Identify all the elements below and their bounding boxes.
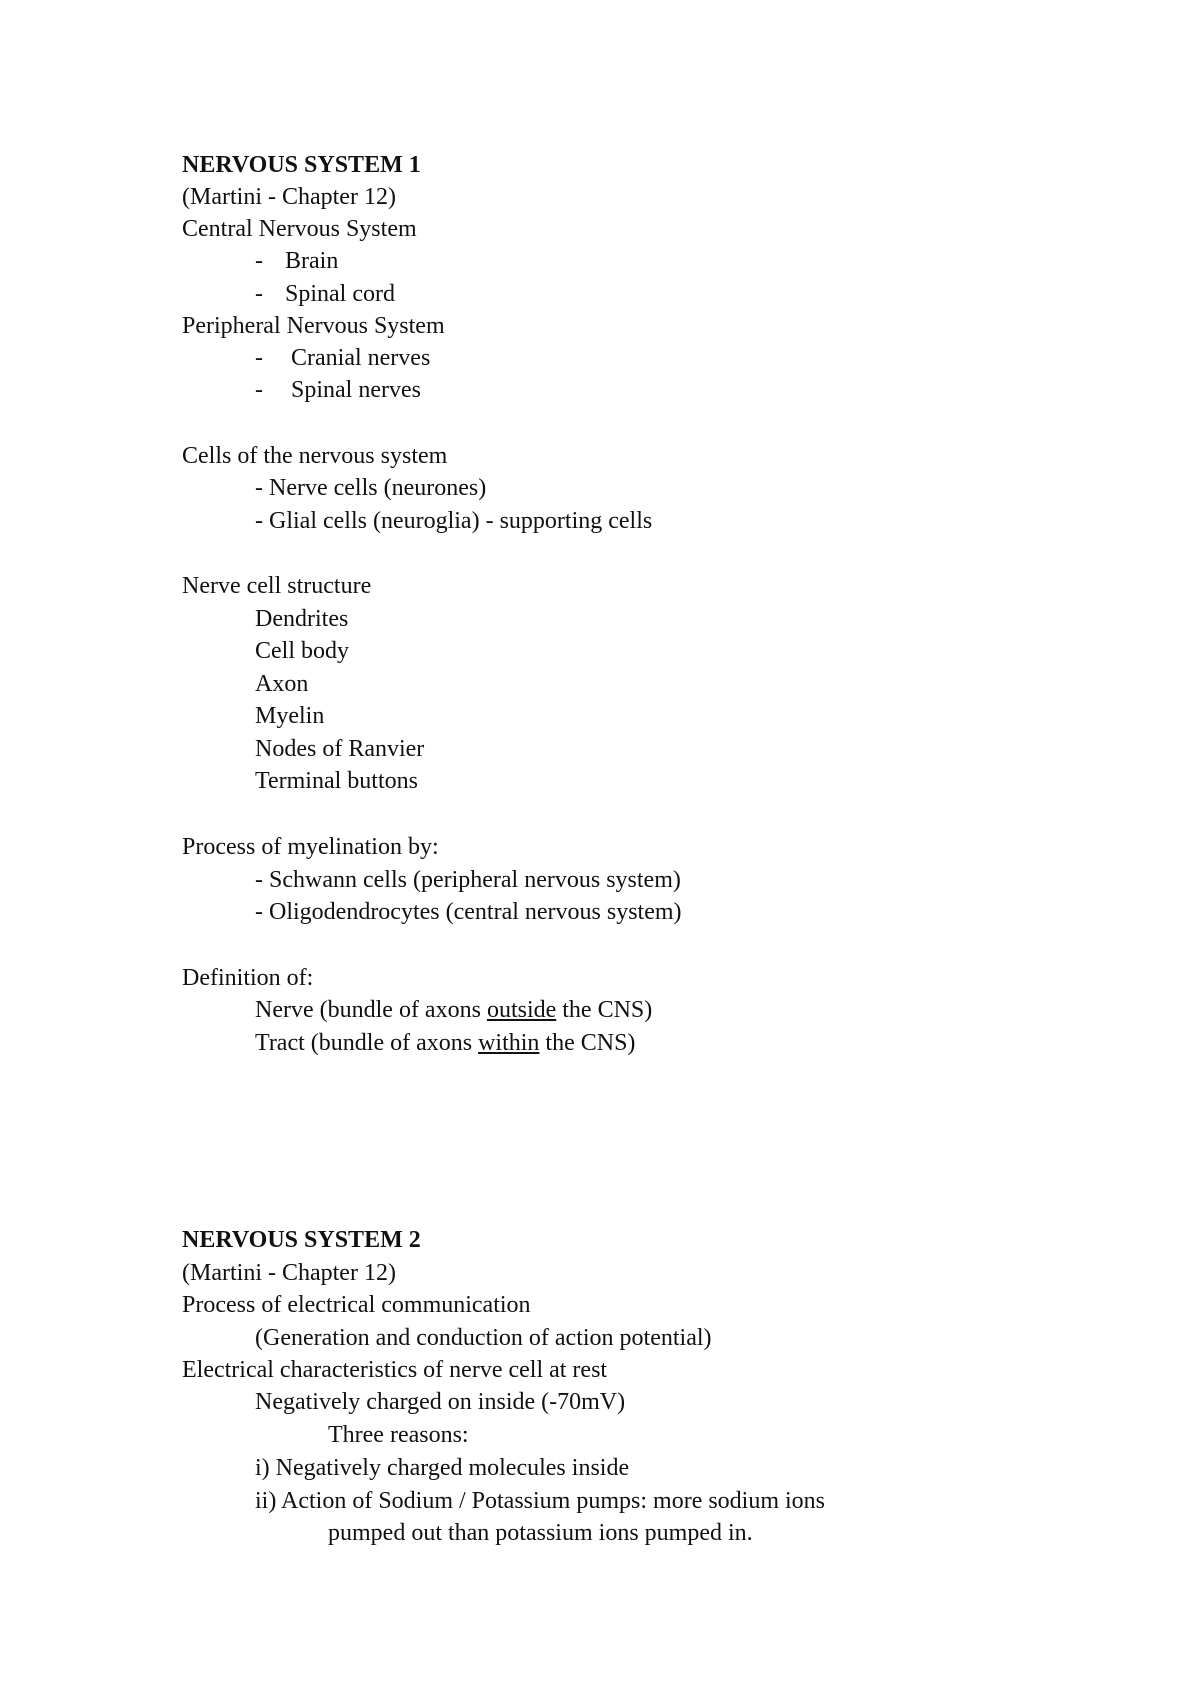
myelination-heading: Process of myelination by: [182,834,439,860]
structure-item-myelin: Myelin [255,703,325,729]
communication-heading: Process of electrical communication [182,1292,531,1318]
communication-sub: (Generation and conduction of action potential) [255,1325,712,1351]
structure-heading: Nerve cell structure [182,573,372,599]
emphasis-within: within [478,1030,540,1056]
section2-title: NERVOUS SYSTEM 2 [182,1227,421,1253]
reason-item-2: ii) Action of Sodium / Potassium pumps: more sodium ions [255,1488,826,1514]
structure-item-axon: Axon [255,671,309,697]
reason-item-2-continued: pumped out than potassium ions pumped in. [328,1520,753,1546]
cns-item-spinal-cord: - Spinal cord [255,281,395,307]
myelination-item-schwann: - Schwann cells (peripheral nervous system) [255,867,681,893]
rest-charge: Negatively charged on inside (-70mV) [255,1389,626,1415]
reason-item-1: i) Negatively charged molecules inside [255,1455,630,1481]
structure-item-dendrites: Dendrites [255,606,349,632]
definition-nerve: Nerve (bundle of axons outside the CNS) [255,997,653,1023]
cns-heading: Central Nervous System [182,216,417,242]
cns-item-brain: - Brain [255,248,339,274]
structure-item-nodes-of-ranvier: Nodes of Ranvier [255,736,425,762]
emphasis-outside: outside [486,997,557,1023]
section1-reference: (Martini - Chapter 12) [182,184,396,210]
reasons-label: Three reasons: [328,1422,469,1448]
section2-reference: (Martini - Chapter 12) [182,1260,396,1286]
definition-tract: Tract (bundle of axons within the CNS) [255,1030,636,1056]
structure-item-cell-body: Cell body [255,638,349,664]
pns-item-cranial-nerves: - Cranial nerves [255,345,431,371]
pns-item-spinal-nerves: - Spinal nerves [255,377,421,403]
cells-item-nerve: - Nerve cells (neurones) [255,475,487,501]
cells-heading: Cells of the nervous system [182,443,448,469]
rest-heading: Electrical characteristics of nerve cell at rest [182,1357,608,1383]
section1-title: NERVOUS SYSTEM 1 [182,152,421,178]
structure-item-terminal-buttons: Terminal buttons [255,768,418,794]
cells-item-glial: - Glial cells (neuroglia) - supporting cells [255,508,653,534]
definition-heading: Definition of: [182,965,314,991]
pns-heading: Peripheral Nervous System [182,313,445,339]
myelination-item-oligodendrocytes: - Oligodendrocytes (central nervous system) [255,899,682,925]
